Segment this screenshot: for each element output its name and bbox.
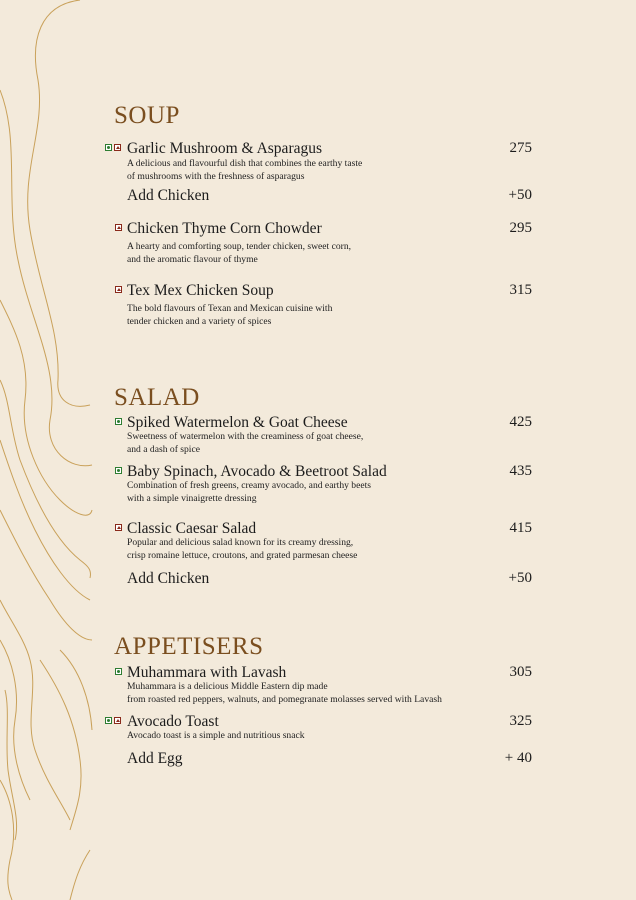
veg-icon (115, 668, 122, 675)
item-description: Muhammara is a delicious Middle Eastern dip made from roasted red peppers, walnuts, and pomegranate molasses served with Lavash (127, 681, 442, 705)
item-price: 295 (509, 220, 532, 236)
non-veg-icon (115, 524, 122, 531)
item-name: Tex Mex Chicken Soup (127, 282, 274, 299)
diet-icons (115, 668, 122, 675)
item-price: 425 (509, 414, 532, 430)
veg-icon (105, 144, 112, 151)
contour-lines-decoration (0, 0, 120, 900)
item-description: A delicious and flavourful dish that combines the earthy taste of mushrooms with the freshness of asparagus (127, 158, 363, 182)
item-name: Garlic Mushroom & Asparagus (127, 140, 323, 157)
item-description: Popular and delicious salad known for its creamy dressing, crisp romaine lettuce, croutons, and grated parmesan cheese (127, 537, 358, 561)
section-title-soup: SOUP (114, 102, 180, 129)
item-price: 315 (509, 282, 532, 298)
section-title-salad: SALAD (114, 384, 200, 411)
item-description: Sweetness of watermelon with the creaminess of goat cheese, and a dash of spice (127, 431, 364, 455)
item-description: Avocado toast is a simple and nutritious snack (127, 730, 305, 741)
item-price: 415 (509, 520, 532, 536)
veg-icon (115, 467, 122, 474)
item-description: Combination of fresh greens, creamy avocado, and earthy beets with a simple vinaigrette dressing (127, 480, 372, 504)
item-price: 275 (509, 140, 532, 156)
non-veg-icon (115, 224, 122, 231)
diet-icons (115, 224, 122, 231)
non-veg-icon (114, 144, 121, 151)
non-veg-icon (115, 286, 122, 293)
item-price: 325 (509, 713, 532, 729)
item-description: A hearty and comforting soup, tender chicken, sweet corn, and the aromatic flavour of thyme (127, 241, 352, 265)
item-name: Chicken Thyme Corn Chowder (127, 220, 322, 237)
section-title-appetisers: APPETISERS (114, 633, 264, 660)
addon-label: Add Chicken (127, 187, 210, 204)
addon-price: +50 (508, 187, 532, 203)
item-name: Spiked Watermelon & Goat Cheese (127, 414, 348, 431)
non-veg-icon (114, 717, 121, 724)
diet-icons (105, 144, 121, 151)
item-price: 435 (509, 463, 532, 479)
diet-icons (115, 418, 122, 425)
addon-price: +50 (508, 570, 532, 586)
veg-icon (105, 717, 112, 724)
addon-label: Add Chicken (127, 570, 210, 587)
addon-price: + 40 (504, 750, 532, 766)
item-name: Avocado Toast (127, 713, 219, 730)
item-name: Classic Caesar Salad (127, 520, 257, 537)
diet-icons (115, 524, 122, 531)
diet-icons (115, 467, 122, 474)
addon-label: Add Egg (127, 750, 183, 767)
item-price: 305 (509, 664, 532, 680)
item-name: Baby Spinach, Avocado & Beetroot Salad (127, 463, 387, 480)
veg-icon (115, 418, 122, 425)
diet-icons (105, 717, 121, 724)
item-name: Muhammara with Lavash (127, 664, 287, 681)
diet-icons (115, 286, 122, 293)
item-description: The bold flavours of Texan and Mexican cuisine with tender chicken and a variety of spices (127, 303, 333, 327)
